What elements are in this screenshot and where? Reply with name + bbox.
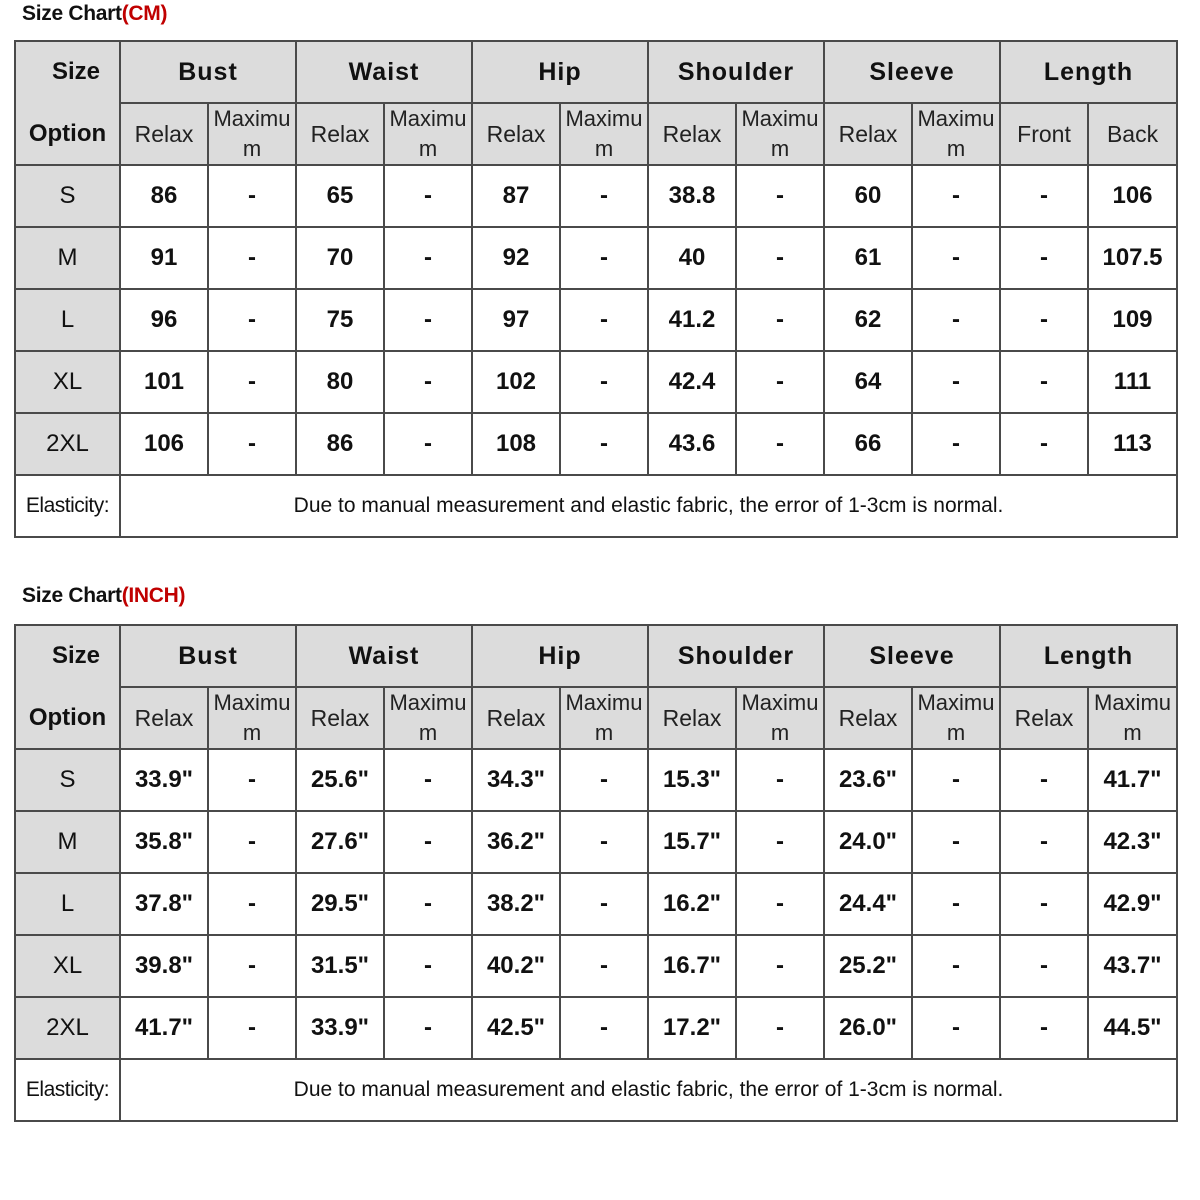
measurement-cell: 41.7" [1088, 749, 1177, 811]
measurement-cell: - [560, 351, 648, 413]
size-option-header [15, 41, 120, 165]
measurement-cell: - [1000, 289, 1088, 351]
measurement-cell: 62 [824, 289, 912, 351]
measurement-cell: - [384, 811, 472, 873]
measurement-cell: 42.3" [1088, 811, 1177, 873]
measurement-cell: - [384, 749, 472, 811]
measurement-cell: 29.5" [296, 873, 384, 935]
measurement-cell: - [736, 749, 824, 811]
group-header: Bust [120, 625, 296, 687]
measurement-cell: 41.7" [120, 997, 208, 1059]
group-header: Shoulder [648, 41, 824, 103]
measurement-cell: 43.6 [648, 413, 736, 475]
measurement-cell: - [208, 227, 296, 289]
measurement-cell: 42.5" [472, 997, 560, 1059]
measurement-cell: 15.3" [648, 749, 736, 811]
measurement-cell: - [736, 413, 824, 475]
measurement-cell: 16.2" [648, 873, 736, 935]
sub-header: Relax [824, 103, 912, 165]
group-header-row [15, 41, 1177, 103]
elasticity-row [15, 1059, 1177, 1121]
measurement-cell: 70 [296, 227, 384, 289]
measurement-cell: - [1000, 811, 1088, 873]
group-header: Bust [120, 41, 296, 103]
chart-title [22, 584, 185, 608]
elasticity-note: Due to manual measurement and elastic fabric, the error of 1-3cm is normal. [120, 475, 1177, 537]
table-row [15, 811, 1177, 873]
elasticity-row [15, 475, 1177, 537]
group-header: Waist [296, 625, 472, 687]
measurement-cell: 80 [296, 351, 384, 413]
measurement-cell: 15.7" [648, 811, 736, 873]
measurement-cell: 39.8" [120, 935, 208, 997]
measurement-cell: - [912, 811, 1000, 873]
measurement-cell: 25.2" [824, 935, 912, 997]
measurement-cell: 40 [648, 227, 736, 289]
sub-header: Relax [296, 687, 384, 749]
measurement-cell: - [208, 289, 296, 351]
measurement-cell: 75 [296, 289, 384, 351]
group-header: Shoulder [648, 625, 824, 687]
measurement-cell: - [912, 413, 1000, 475]
measurement-cell: - [560, 935, 648, 997]
group-header-row [15, 625, 1177, 687]
measurement-cell: 42.9" [1088, 873, 1177, 935]
measurement-cell: - [208, 351, 296, 413]
measurement-cell: - [208, 811, 296, 873]
measurement-cell: - [912, 165, 1000, 227]
measurement-cell: 113 [1088, 413, 1177, 475]
sub-header: Maximum [384, 103, 472, 165]
size-table [14, 624, 1178, 1122]
measurement-cell: - [912, 351, 1000, 413]
measurement-cell: 31.5" [296, 935, 384, 997]
chart-title [22, 2, 167, 26]
group-header: Length [1000, 41, 1177, 103]
measurement-cell: 34.3" [472, 749, 560, 811]
chart-title-unit: (CM) [121, 2, 168, 25]
elasticity-label: Elasticity: [15, 475, 120, 537]
measurement-cell: - [384, 165, 472, 227]
sub-header: Relax [472, 687, 560, 749]
measurement-cell: 87 [472, 165, 560, 227]
measurement-cell: 17.2" [648, 997, 736, 1059]
measurement-cell: 33.9" [296, 997, 384, 1059]
measurement-cell: 101 [120, 351, 208, 413]
sub-header: Maximum [208, 687, 296, 749]
table-row [15, 165, 1177, 227]
measurement-cell: - [1000, 997, 1088, 1059]
size-cell: XL [15, 351, 120, 413]
size-option-header [15, 625, 120, 749]
measurement-cell: 109 [1088, 289, 1177, 351]
measurement-cell: - [208, 997, 296, 1059]
measurement-cell: - [736, 935, 824, 997]
measurement-cell: - [384, 873, 472, 935]
measurement-cell: - [736, 811, 824, 873]
measurement-cell: 16.7" [648, 935, 736, 997]
measurement-cell: - [1000, 935, 1088, 997]
measurement-cell: - [560, 227, 648, 289]
chart-title-prefix: Size Chart [22, 584, 122, 607]
measurement-cell: - [384, 413, 472, 475]
measurement-cell: 64 [824, 351, 912, 413]
sub-header: Relax [648, 687, 736, 749]
measurement-cell: 108 [472, 413, 560, 475]
measurement-cell: 23.6" [824, 749, 912, 811]
sub-header: Front [1000, 103, 1088, 165]
measurement-cell: - [384, 351, 472, 413]
measurement-cell: - [208, 873, 296, 935]
measurement-cell: - [384, 997, 472, 1059]
group-header: Waist [296, 41, 472, 103]
sub-header: Maximum [912, 103, 1000, 165]
measurement-cell: 24.4" [824, 873, 912, 935]
measurement-cell: - [912, 935, 1000, 997]
measurement-cell: 86 [120, 165, 208, 227]
measurement-cell: 36.2" [472, 811, 560, 873]
measurement-cell: - [208, 749, 296, 811]
measurement-cell: 102 [472, 351, 560, 413]
measurement-cell: - [384, 289, 472, 351]
measurement-cell: - [384, 227, 472, 289]
group-header: Hip [472, 625, 648, 687]
measurement-cell: - [560, 413, 648, 475]
measurement-cell: - [912, 997, 1000, 1059]
measurement-cell: - [912, 227, 1000, 289]
measurement-cell: - [736, 351, 824, 413]
table-row [15, 413, 1177, 475]
measurement-cell: 38.8 [648, 165, 736, 227]
measurement-cell: - [736, 873, 824, 935]
sub-header: Maximum [384, 687, 472, 749]
elasticity-label: Elasticity: [15, 1059, 120, 1121]
table-row [15, 997, 1177, 1059]
measurement-cell: 35.8" [120, 811, 208, 873]
chart-title-prefix: Size Chart [22, 2, 122, 25]
measurement-cell: 97 [472, 289, 560, 351]
table-row [15, 289, 1177, 351]
measurement-cell: 27.6" [296, 811, 384, 873]
table-row [15, 749, 1177, 811]
measurement-cell: - [208, 165, 296, 227]
sub-header-row [15, 687, 1177, 749]
size-header-line2: Option [28, 704, 107, 731]
measurement-cell: 65 [296, 165, 384, 227]
size-header-line1: Size [51, 58, 101, 85]
chart-title-unit: (INCH) [121, 584, 186, 607]
measurement-cell: - [1000, 413, 1088, 475]
table-row [15, 351, 1177, 413]
measurement-cell: 24.0" [824, 811, 912, 873]
size-cell: M [15, 811, 120, 873]
sub-header: Relax [824, 687, 912, 749]
sub-header: Relax [120, 687, 208, 749]
measurement-cell: - [384, 935, 472, 997]
group-header: Sleeve [824, 41, 1000, 103]
measurement-cell: - [736, 997, 824, 1059]
measurement-cell: - [560, 811, 648, 873]
measurement-cell: 60 [824, 165, 912, 227]
group-header: Sleeve [824, 625, 1000, 687]
size-header-line1: Size [51, 642, 101, 669]
sub-header: Maximum [560, 687, 648, 749]
group-header: Length [1000, 625, 1177, 687]
measurement-cell: - [1000, 873, 1088, 935]
sub-header: Maximum [912, 687, 1000, 749]
sub-header: Relax [120, 103, 208, 165]
sub-header: Back [1088, 103, 1177, 165]
table-row [15, 935, 1177, 997]
measurement-cell: 25.6" [296, 749, 384, 811]
measurement-cell: 106 [120, 413, 208, 475]
elasticity-note: Due to manual measurement and elastic fabric, the error of 1-3cm is normal. [120, 1059, 1177, 1121]
table-row [15, 873, 1177, 935]
measurement-cell: 86 [296, 413, 384, 475]
measurement-cell: 106 [1088, 165, 1177, 227]
sub-header: Relax [296, 103, 384, 165]
measurement-cell: 111 [1088, 351, 1177, 413]
size-header-line2: Option [28, 120, 107, 147]
sub-header: Maximum [560, 103, 648, 165]
measurement-cell: - [208, 413, 296, 475]
sub-header: Maximum [736, 103, 824, 165]
measurement-cell: - [1000, 351, 1088, 413]
measurement-cell: - [1000, 227, 1088, 289]
measurement-cell: 66 [824, 413, 912, 475]
size-cell: S [15, 749, 120, 811]
measurement-cell: - [560, 749, 648, 811]
measurement-cell: - [560, 289, 648, 351]
measurement-cell: 96 [120, 289, 208, 351]
size-cell: XL [15, 935, 120, 997]
sub-header: Maximum [208, 103, 296, 165]
sub-header-row [15, 103, 1177, 165]
measurement-cell: 91 [120, 227, 208, 289]
measurement-cell: - [1000, 165, 1088, 227]
measurement-cell: - [208, 935, 296, 997]
measurement-cell: - [912, 749, 1000, 811]
measurement-cell: 33.9" [120, 749, 208, 811]
sub-header: Maximum [1088, 687, 1177, 749]
measurement-cell: - [1000, 749, 1088, 811]
sub-header: Relax [472, 103, 560, 165]
group-header: Hip [472, 41, 648, 103]
table-row [15, 227, 1177, 289]
sub-header: Relax [648, 103, 736, 165]
size-cell: L [15, 289, 120, 351]
size-table [14, 40, 1178, 538]
size-cell: 2XL [15, 413, 120, 475]
measurement-cell: - [736, 289, 824, 351]
measurement-cell: 42.4 [648, 351, 736, 413]
size-cell: S [15, 165, 120, 227]
measurement-cell: 107.5 [1088, 227, 1177, 289]
size-cell: L [15, 873, 120, 935]
measurement-cell: - [560, 165, 648, 227]
measurement-cell: 61 [824, 227, 912, 289]
measurement-cell: - [912, 873, 1000, 935]
measurement-cell: 37.8" [120, 873, 208, 935]
measurement-cell: - [736, 227, 824, 289]
sub-header: Relax [1000, 687, 1088, 749]
measurement-cell: 41.2 [648, 289, 736, 351]
measurement-cell: 26.0" [824, 997, 912, 1059]
measurement-cell: - [912, 289, 1000, 351]
sub-header: Maximum [736, 687, 824, 749]
measurement-cell: 92 [472, 227, 560, 289]
size-cell: 2XL [15, 997, 120, 1059]
measurement-cell: 40.2" [472, 935, 560, 997]
measurement-cell: 44.5" [1088, 997, 1177, 1059]
measurement-cell: - [736, 165, 824, 227]
measurement-cell: - [560, 873, 648, 935]
measurement-cell: 43.7" [1088, 935, 1177, 997]
size-cell: M [15, 227, 120, 289]
measurement-cell: - [560, 997, 648, 1059]
measurement-cell: 38.2" [472, 873, 560, 935]
